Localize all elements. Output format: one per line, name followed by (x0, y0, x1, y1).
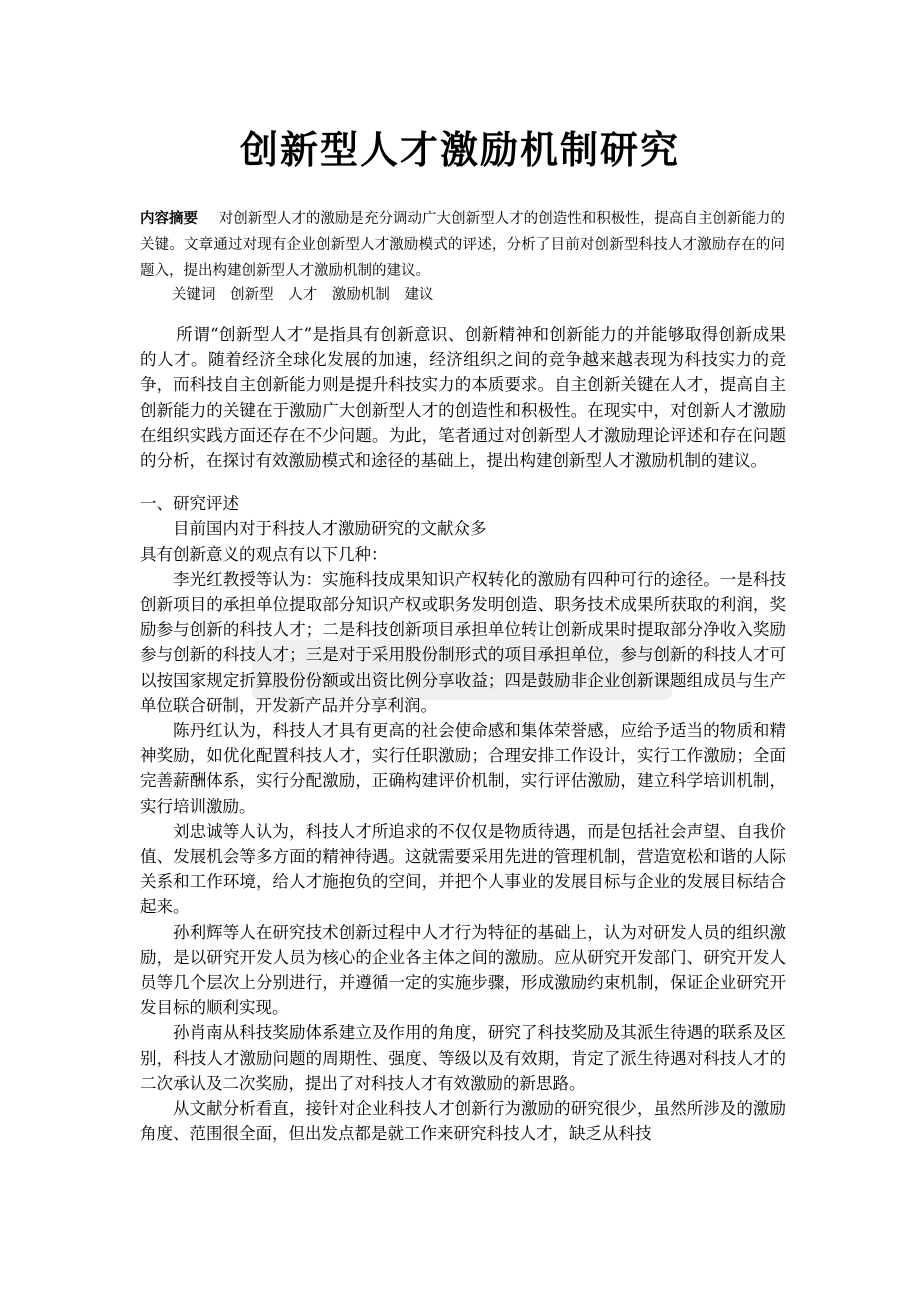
keywords-line (172, 282, 772, 308)
intro-paragraph: 所谓“创新型人才”是指具有创新意识、创新精神和创新能力的并能够取得创新成果的人才。随着经济全球化发展的加速，经济组织之间的竞争越来越表现为科技实力的竞争，而科技自主创新能力则是提升科技实力的本质要求。自主创新关键在人才，提高自主创新能力的关键在于激励广大创新型人才的创造性和积极性。在现实中，对创新人才激励在组织实践方面还存在不少问题。为此，笔者通过对创新型人才激励理论评述和存在问题的分析，在探讨有效激励模式和途径的基础上，提出构建创新型人才激励机制的建议。 (140, 325, 786, 471)
body-paragraph: 孙肖南从科技奖励体系建立及作用的角度，研究了科技奖励及其派生待遇的联系及区别，科技人才激励问题的周期性、强度、等级以及有效期，肯定了派生待遇对科技人才的二次承认及二次奖励，提出了对科技人才有效激励的新思路。 (140, 1023, 786, 1093)
abstract-label: 内容摘要 (140, 211, 199, 227)
document-body (140, 322, 786, 1147)
body-paragraph: 孙利辉等人在研究技术创新过程中人才行为特征的基础上，认为对研发人员的组织激励，是以研究开发人员为核心的企业各主体之间的激励。应从研究开发部门、研究开发人员等几个层次上分别进行，并遵循一定的实施步骤，形成激励约束机制，保证企业研究开发目标的顺利实现。 (140, 922, 786, 1018)
keywords-label: 关键词 (172, 287, 216, 303)
abstract-block (140, 206, 785, 284)
body-paragraph: 李光红教授等认为：实施科技成果知识产权转化的激励有四种可行的途径。一是科技创新项目的承担单位提取部分知识产权或职务发明创造、职务技术成果所获取的利润，奖励参与创新的科技人才；二是科技创新项目承担单位转让创新成果时提取部分净收入奖励参与创新的科技人才；三是对于采用股份制形式的项目承担单位，参与创新的科技人才可以按国家规定折算股份份额或出资比例分享收益；四是鼓励非企业创新课题组成员与生产单位联合研制，开发新产品并分享利润。 (140, 569, 786, 715)
body-paragraph: 刘忠诚等人认为，科技人才所追求的不仅仅是物质待遇，而是包括社会声望、自我价值、发展机会等多方面的精神待遇。这就需要采用先进的管理机制，营造宽松和谐的人际关系和工作环境，给人才施抱负的空间，并把个人事业的发展目标与企业的发展目标结合起来。 (140, 821, 786, 917)
section-heading: 一、研究评述 (140, 494, 239, 514)
keyword-item: 创新型 (230, 287, 274, 303)
section-intro-line-1: 目前国内对于科技人才激励研究的文献众多 (173, 519, 487, 539)
body-paragraph: 从文献分析看直，接针对企业科技人才创新行为激励的研究很少，虽然所涉及的激励角度、范围很全面，但出发点都是就工作来研究科技人才，缺乏从科技 (140, 1099, 786, 1144)
keyword-item: 激励机制 (331, 287, 390, 303)
body-paragraph: 陈丹红认为，科技人才具有更高的社会使命感和集体荣誉感，应给予适当的物质和精神奖励，如优化配置科技人才，实行任职激励；合理安排工作设计，实行工作激励；全面完善薪酬体系，实行分配激励，正确构建评价机制，实行评估激励，建立科学培训机制，实行培训激励。 (140, 721, 786, 816)
document-title: 创新型人才激励机制研究 (239, 128, 680, 172)
section-intro-line-2: 具有创新意义的观点有以下几种： (140, 544, 388, 564)
keyword-item: 建议 (404, 287, 434, 303)
abstract-text: 对创新型人才的激励是充分调动广大创新型人才的创造性和积极性，提高自主创新能力的关键。文章通过对现有企业创新型人才激励模式的评述，分析了目前对创新型科技人才激励存在的问题入，提出构建创新型人才激励机制的建议。 (140, 211, 786, 279)
keyword-item: 人才 (288, 287, 318, 303)
